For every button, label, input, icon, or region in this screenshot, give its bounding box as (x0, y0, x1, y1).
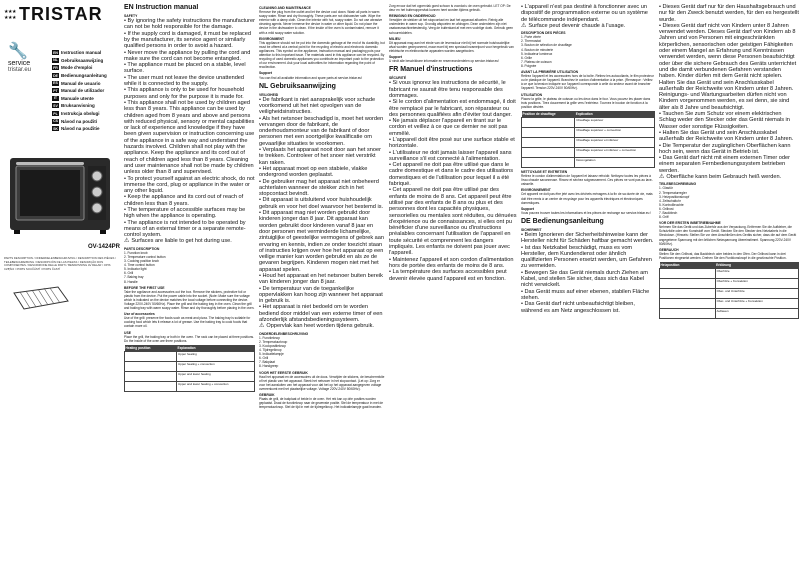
brand-logo (4, 4, 103, 25)
language-item (52, 79, 120, 87)
first-use-title-nl: VOOR HET EERSTE GEBRUIK (259, 370, 308, 375)
language-label: Návod na použití (61, 118, 97, 124)
table-cell: Oberhitze + Konvektion (715, 279, 798, 289)
part-item: 1. Porte vitrée (521, 35, 541, 40)
language-code: PT (53, 88, 58, 93)
oven-illustration (8, 152, 112, 238)
bullet-text: Die Temperatur der zugänglichen Oberflächen kann hoch sein, wenn das Gerät in Betrieb ist. (659, 142, 791, 155)
column-fr-de (521, 4, 655, 572)
part-item: 1. Function knob (124, 250, 148, 255)
table-cell: Ober- und Unterhitze + Konvektion (715, 299, 798, 309)
parts-title-nl: ONDERDELENBESCHRIJVING (259, 331, 309, 336)
heating-symbol-cell (522, 127, 575, 137)
support-title: Support (259, 71, 272, 76)
table-header-cell: Explication (575, 111, 655, 118)
language-code: DE (53, 73, 58, 78)
parts-list-nl (259, 336, 385, 369)
part-item: 5. Indicator light (124, 267, 147, 272)
use-title: USE (124, 330, 131, 335)
warning-icon: ⚠ (259, 323, 265, 330)
cleaning-text-nl: Verwijder de stekker uit het stopcontact en laat het apparaat afkoelen. Reinig alle onderdelen in warm sop. Grondig afspoelen en afdrogen. Deze onderdelen zijn niet vaatwasmachinebestendig. Veeg de buitenkant af met een vochtige doek. Gebruik geen schuurmiddelen. (389, 18, 514, 35)
bullet-item: • Ist das Netzkabel beschädigt, muss es vom Hersteller, dem Kundendienst oder ähnlich qualifizierten Personen ersetzt werden, um Gefahren zu vermeiden. (521, 244, 652, 270)
bullet-item: • Si le cordon d'alimentation est endommagé, il doit être remplacé par le fabricant, son réparateur ou des personnes qualifiées afin d'éviter tout danger. (389, 99, 516, 118)
language-item (52, 64, 120, 72)
bullet-text: Houd het apparaat en het netsnoer buiten bereik van kinderen jonger dan 8 jaar. (259, 273, 383, 286)
column-en (124, 4, 255, 572)
model-number: OV-1424PR (88, 244, 121, 250)
part-item: 5. Indicatielampje (259, 352, 284, 357)
warning-text-fr: Surface peut devenir chaude à l'usage. (528, 22, 626, 29)
table-header-cell: Erklärung (715, 262, 798, 269)
environment-text-fr: Cet appareil ne doit pas être jeté avec les déchets ménagers à la fin de sa durée de vie, mais doit être remis à un centre de recyclage pour les appareils électriques et électroniques domestiques. (521, 192, 653, 205)
bullet-text: L'appareil n'est pas destiné à fonctionner avec un dispositif de programmation externe ou un système de télécommande indépendant. (521, 4, 648, 23)
bullet-text: Ne jamais déplacer l'appareil en tirant sur le cordon et veillez à ce que ce dernier ne soit pas emmêlé. (389, 118, 508, 137)
bullet-item: • L'utilisateur ne doit jamais laisser l'appareil sans surveillance s'il est connecté à l'alimentation. (389, 149, 512, 162)
bullet-text: L'utilisateur ne doit jamais laisser l'appareil sans surveillance s'il est connecté à l'alimentation. (389, 149, 512, 162)
first-use-text-nl: Haal het apparaat en de accessoires uit de doos. Verwijder de stickers, de beschermfolie of het plastic van het apparaat. Steek het netsnoer in het stopcontact. (Let op: Zorg er voor het aansluiten van het apparaat voor dat het op het apparaat aangegeven voltage overeenkomt met het plaatselijke voltage. Voltage 220V-240V 50/60Hz). (259, 374, 385, 391)
table-cell: Chauffage supérieur + convection (575, 127, 655, 137)
service-label: service (8, 60, 31, 67)
bullet-text: Halten Sie das Gerät und sein Anschlusskabel außerhalb der Reichweite von Kindern unter 8 Jahren. (659, 129, 794, 143)
bullet-item: • De temperatuur van de toegankelijke oppervlakken kan hoog zijn wanneer het apparaat in gebruik is. (259, 285, 383, 305)
warning-text-de: Oberfläche kann beim Gebrauch heiß werden. (666, 174, 782, 181)
cleaning-title-fr: NETTOYAGE ET ENTRETIEN (521, 169, 568, 174)
heating-symbol-cell (522, 147, 575, 157)
language-code: SV (53, 103, 58, 108)
part-item: 7. Plateau de cuisson (521, 59, 552, 64)
bullet-item: • To protect yourself against an electric shock, do not immerse the cord, plug or appliance in the water or any other liquid. (124, 175, 255, 195)
bullet-text: L'appareil doit être posé sur une surface stable et horizontale. (389, 136, 515, 150)
hot-surface-warning-fr (521, 23, 655, 29)
cleaning-title: CLEANING AND MAINTENANCE (259, 6, 311, 10)
bullet-item: • Cet appareil ne doit pas être utilisé que dans le cadre domestique et dans le cadre des utilisations domestiques et de l'utilisation pour lequel il a été fabriqué. (389, 162, 514, 188)
use-text-de: Stellen Sie den Grillrost, das Backblech oder beides in den Ofen. Der Grillrost kann in drei Positionen eingesetzt werden. Drehen Sie den Funktionsknopf in die gewünschte Position. (659, 251, 787, 260)
part-item: 3. Heizpositionsknopf (659, 194, 690, 199)
bullet-text: De fabrikant is niet aansprakelijk voor schade voortkomend uit het niet opvolgen van de veiligheidsinstructies. (259, 96, 376, 116)
heating-symbol-cell (522, 157, 575, 167)
accessories-text: Use of the grill: preserve the foods such as meat and pizza. The baking tray is suitable for cooking food which lets it release a lot of grease. Use the baking tray to cook foods that contain more oil. (124, 316, 251, 329)
bullet-text: Maintenez l'appareil et son cordon d'alimentation hors de portée des enfants de moins de 8 ans. (389, 256, 514, 269)
cleaning-text: Remove the plug from the outlet and let the device cool down. Wash all parts in warm soapy water. Rinse and dry thoroughly. These parts are not dishwasher safe. Wipe the exterior with a damp cloth. Clean the interior with hot, soapy water. Do not use abrasive cleaning agents. Never immerse the device in water or other liquid. Do not place the device in the dishwasher to clean. If the inside of the oven is contaminated, remove it with a mild soapy water solution. (259, 10, 383, 35)
support-title-nl: Support (389, 55, 402, 60)
use-text-nl: Plaats de grill, de bakplaat of beide in de oven. Het rek kan op drie posities worden geplaatst. Draai de functieknop naar de gewenste positie. Stel de temperatuur in met de temperatuurknop. Stel de tijd in met de tijdregelknop. Het indicatielampje gaat branden. (259, 397, 384, 410)
hot-surface-warning (124, 238, 255, 244)
support-title-fr: Support (521, 206, 534, 211)
bullet-item: • Als het netsnoer beschadigd is, moet het worden vervangen door de fabrikant, de onderhoudsmonteur van de fabrikant of door personen met een soortgelijke kwalificatie om gevaarlijke situaties te voorkomen. (259, 115, 384, 147)
bullet-text: Si vous ignorez les instructions de sécurité, le fabricant ne saurait être tenu responsable des dommages. (389, 80, 506, 99)
bullet-item: • Het apparaat moet op een stabiele, vlakke ondergrond worden geplaatst. (259, 165, 368, 179)
bullet-item: • Si vous ignorez les instructions de sécurité, le fabricant ne saurait être tenu responsable des dommages. (389, 80, 506, 99)
part-item: 6. Grille (521, 55, 532, 60)
parts-description-heading: PARTS DESCRIPTION / ONDERDELENBESCHRIJVING / DESCRIPTION DES PIÈCES / TEILEBESCHREIBUNG / DESCRIPCIÓN DE LAS PIEZAS / DESCRIÇÃO DOS COMPONENTES / DESCRIZIONE DELLE PARTI / BESKRIVNING AV DELAR / OPIS CZĘŚCI / POPIS SOUČÁSTÍ / POPIS ČASTÍ (4, 256, 116, 271)
language-label: Manual de usuario (61, 80, 101, 86)
first-use-text-fr: Retirez l'appareil et les accessoires hors de la boîte. Retirez les autocollants, le film protecteur ou le plastique de l'appareil. Branchez le cordon d'alimentation à la prise. (Remarque : Veillez à ce que la tension indiquée sur l'appareil corresponde à celle du secteur avant de brancher l'appareil. Tension 220V-240V 50/60Hz). (521, 74, 654, 91)
table-cell: Décongélation (575, 157, 655, 167)
bullet-text: Bewegen Sie das Gerät niemals durch Ziehen am Kabel, und stellen Sie sicher, dass sich das Kabel nicht verwickelt. (521, 269, 648, 289)
part-item: 7. Baking tray (124, 275, 144, 280)
bullet-text: Das Gerät muss auf einer ebenen, stabilen Fläche stehen. (521, 288, 650, 301)
bullet-item: • The appliance is not intended to be operated by means of an external timer or a separate remote-control system. (124, 219, 246, 239)
part-item: 1. Functieknop (259, 335, 280, 340)
part-item: 3. Cooking position knob (124, 259, 159, 264)
environment-text-nl: Dit apparaat mag aan het einde van de levensduur niet bij het normale huishoudelijke afval worden gedeponeerd, maar moet bij een speciaal inzamelpunt voor hergebruik van elektrische en elektronische apparaten worden aangeboden. (389, 40, 514, 53)
heating-symbol-cell (522, 117, 575, 127)
parts-list-de (659, 186, 799, 219)
heating-symbol-cell (125, 371, 177, 381)
language-code: ES (53, 81, 58, 86)
parts-title-fr: DESCRIPTION DES PIÈCES (521, 31, 566, 36)
safety-title: SAFETY (124, 14, 138, 18)
first-use-title-de: VOR DER ERSTEN INBETRIEBNAHME (659, 221, 721, 226)
bullet-text: Als het netsnoer beschadigd is, moet het worden vervangen door de fabrikant, de onderhoudsmonteur van de fabrikant of door personen met een soortgelijke kwalificatie om gevaarlijke situaties te voorkomen. (259, 115, 384, 147)
language-label: Instrukcja obsługi (61, 111, 100, 117)
bullet-item: • Tauchen Sie zum Schutz vor einem elektrischen Schlag weder den Stecker oder das Gerät niemals in Wasser oder sonstige Flüssigkeiten. (659, 111, 790, 130)
parts-title-de: TEILEBESCHREIBUNG (659, 182, 697, 187)
bullet-item: • Cet appareil ne doit pas être utilisé par des enfants de moins de 8 ans. Cet appareil peut être utilisé par des enfants de 8 ans ou plus et des personnes dont les capacités physiques, sensorielles ou mentales sont réduites, ou dénuées d'expérience ou de connaissances, si elles ont pu bénéficier d'une surveillance ou d'instructions préalables concernant l'utilisation de l'appareil en toute sécurité et comprennent les dangers impliqués. Les enfants ne doivent pas jouer avec l'appareil. (389, 187, 517, 257)
language-code: SK (53, 126, 58, 131)
heating-symbol-cell (660, 289, 716, 299)
heating-table-fr (521, 111, 655, 168)
bullet-text: The user must not leave the device unattended while it is connected to the supply. (124, 74, 245, 88)
part-item: 2. Temperature control button (124, 254, 166, 259)
language-item (52, 49, 120, 57)
bullet-item: • Maintenez l'appareil et son cordon d'alimentation hors de portée des enfants de moins de 8 ans. (389, 256, 514, 269)
bullet-text: To protect yourself against an electric shock, do not immerse the cord, plug or appliance in the water or any other liquid. (124, 175, 255, 195)
language-code: PL (53, 111, 58, 116)
bullet-item: • Dit apparaat mag niet worden gebruikt door kinderen jonger dan 8 jaar. Dit apparaat kan worden gebruikt door kinderen vanaf 8 jaar en door personen met verminderde lichamelijke, zintuiglijke of geestelijke vermogens of gebrek aan ervaring en kennis, indien ze onder toezicht staan of instructies krijgen over hoe het apparaat op een veilige manier kan worden gebruikt en als ze de gevaren begrijpen. Kinderen mogen niet met het apparaat spelen. (259, 210, 384, 273)
heating-symbol-cell (522, 137, 575, 147)
part-item: 8. Handle (124, 279, 138, 284)
bullet-text: De temperatuur van de toegankelijke oppervlakken kan hoog zijn wanneer het apparaat in gebruik is. (259, 285, 383, 305)
bullet-text: Si le cordon d'alimentation est endommagé, il doit être remplacé par le fabricant, son réparateur ou des personnes qualifiées afin d'éviter tout danger. (389, 99, 516, 118)
table-cell: Auftauen (715, 309, 798, 319)
safety-title-nl: VEILIGHEID (259, 92, 279, 97)
first-use-text: Take the appliance and accessories out the box. Remove the stickers, protective foil or plastic from the device. Put the power cable into the socket. (Note: Make sure the voltage which is indicated on the device matches the local voltage before connecting the device. Voltage 220V-240V 50/60Hz). Place the grill and the baking tray in the oven. Clean the grill and baking tray with warm soapy water. Rinse and dry thoroughly before placing in the oven. (124, 289, 255, 311)
table-cell: Oberhitze (715, 269, 798, 279)
bullet-item: • The user must not leave the device unattended while it is connected to the supply. (124, 74, 245, 88)
bullet-item: • Das Gerät muss auf einer ebenen, stabilen Fläche stehen. (521, 288, 650, 301)
language-label: Manual de utilizador (61, 88, 105, 94)
table-header-cell: Position de chauffage (522, 111, 575, 118)
hot-surface-warning-de (659, 174, 799, 180)
table-row (660, 269, 799, 279)
bullet-item: • This appliance is only to be used for household purposes and only for the purpose it is made for. (124, 87, 245, 100)
warning-icon: ⚠ (659, 174, 665, 181)
language-item (52, 95, 120, 103)
heating-table (124, 345, 255, 392)
language-label: Instruction manual (61, 50, 102, 56)
use-title-de: GEBRAUCH (659, 247, 679, 252)
table-row (522, 127, 655, 137)
bullet-item: • De gebruiker mag het apparaat niet onbeheerd achterlaten wanneer de stekker zich in het stopcontact bevindt. (259, 178, 379, 198)
part-item: 6. Grillrost (659, 206, 674, 211)
table-cell: Ober- und Unterhitze (715, 289, 798, 299)
bullet-text: Het apparaat is niet bedoeld om te worden bediend door middel van een externe timer of een afzonderlijk afstandsbedieningssysteem. (259, 304, 383, 324)
table-cell: Upper heating + convection (177, 361, 255, 371)
language-label: Mode d'emploi (61, 65, 93, 71)
parts-title: PARTS DESCRIPTION (124, 246, 160, 251)
table-row (660, 309, 799, 319)
table-header-cell: Heating position (125, 345, 177, 352)
bullet-text: Dit apparaat mag niet worden gebruikt door kinderen jonger dan 8 jaar. Dit apparaat kan worden gebruikt door kinderen vanaf 8 jaar en door personen met verminderde lichamelijke, zintuiglijke of geestelijke vermogens of gebrek aan ervaring en kennis, indien ze onder toezicht staan of instructies krijgen over hoe het apparaat op een veilige manier kan worden gebruikt en als ze de gevaren begrijpen. Kinderen mogen niet met het apparaat spelen. (259, 210, 384, 273)
language-item (52, 110, 120, 118)
language-label: Gebruiksaanwijzing (61, 57, 104, 63)
bullet-item: • Dieses Gerät darf nicht von Kindern unter 8 Jahren verwendet werden. Dieses Gerät darf von Kindern ab 8 Jahren und von Personen mit eingeschränkten körperlichen, sensorischen oder geistigen Fähigkeiten oder einem Mangel an Erfahrung und Kenntnissen verwendet werden, wenn diese Personen beaufsichtigt oder über die sichere Gebrauch des Geräts unterrichtet und die damit verbundenen Gefahren verstanden haben. Kinder dürfen mit dem Gerät nicht spielen. Halten Sie das Gerät und sein Anschlusskabel außerhalb der Reichweite von Kindern unter 8 Jahren. Reinigungs- und Wartungsarbeiten dürfen nicht von Kindern vorgenommen werden, es sei denn, sie sind älter als 8 Jahre und beaufsichtigt. (659, 22, 797, 111)
warning-text-nl: Oppervlak kan heet worden tijdens gebruik. (266, 323, 374, 330)
table-cell: Chauffage supérieur et inférieur + convection (575, 147, 655, 157)
language-label: Bedienungsanleitung (61, 73, 107, 79)
bullet-text: Dit apparaat is uitsluitend voor huishoudelijk gebruik en voor het doel waarvoor het bestemd is. (259, 197, 384, 210)
language-code: NL (53, 58, 58, 63)
column-nl-fr (389, 4, 517, 572)
language-list (52, 49, 120, 133)
part-item: 5. Indicateur lumineux (521, 51, 553, 56)
table-header-cell: Heizposition (660, 262, 716, 269)
support-text-fr: Vous pouvez trouver toutes les informations et les pièces de rechange sur service.tristar.eu ! (521, 210, 652, 215)
part-item: 4. Tijdregelknop (259, 348, 282, 353)
table-row (660, 279, 799, 289)
bullet-text: Dieses Gerät darf nicht von Kindern unter 8 Jahren verwendet werden. Dieses Gerät darf von Kindern ab 8 Jahren und von Personen mit eingeschränkten körperlichen, sensorischen oder geistigen Fähigkeiten oder einem Mangel an Erfahrung und Kenntnissen verwendet werden, wenn diese Personen beaufsichtigt oder über die sichere Gebrauch des Geräts unterrichtet und die damit verbundenen Gefahren verstanden haben. Kinder dürfen mit dem Gerät nicht spielen. Halten Sie das Gerät und sein Anschlusskabel außerhalb der Reichweite von Kindern unter 8 Jahren. Reinigungs- und Wartungsarbeiten dürfen nicht von Kindern vorgenommen werden, es sei denn, sie sind älter als 8 Jahre und beaufsichtigt. (659, 22, 797, 111)
support-text: You can find all available information and spare parts at service.tristar.eu! (259, 75, 363, 80)
first-use-title: BEFORE THE FIRST USE (124, 285, 165, 290)
bullet-item: • By ignoring the safety instructions the manufacturer can not be hold responsible for the damage. (124, 18, 255, 31)
language-label: Návod na použitie (61, 126, 100, 132)
table-row (522, 157, 655, 167)
bullet-text: Verplaats het apparaat nooit door aan het snoer te trekken. Controleer of het snoer niet verstrikt kan raken. (259, 147, 382, 166)
part-item: 7. Backblech (659, 210, 678, 215)
first-use-text-de: Nehmen Sie das Gerät und das Zubehör aus der Verpackung. Entfernen Sie die Aufkleber, die Schutzfolie oder den Kunststoff vom Gerät. Stecken Sie den Stecker des Netzkabels in die Steckdose. (Hinweis: Stellen Sie vor dem Anschließen des Geräts sicher, dass die auf dem Gerät angegebene Spannung mit der örtlichen Netzspannung übereinstimmt. Spannung 220V-240V 50/60Hz). (659, 225, 797, 246)
bullet-item: • Beim Ignorieren der Sicherheitshinweise kann der Hersteller nicht für Schäden haftbar gemacht werden. (521, 232, 654, 245)
environment-title-nl: MILIEU (389, 36, 401, 41)
language-item (52, 87, 120, 95)
cleaning-title-nl: REINIGING EN ONDERHOUD (389, 14, 436, 19)
parts-list-fr (521, 35, 655, 68)
bullet-item: • Het apparaat is niet bedoeld om te worden bediend door middel van een externe timer of een afzonderlijk afstandsbedieningssysteem. (259, 304, 383, 324)
bullet-text: The appliance is not intended to be operated by means of an external timer or a separate remote-control system. (124, 219, 246, 239)
bullet-item: • Halten Sie das Gerät und sein Anschlusskabel außerhalb der Reichweite von Kindern unter 8 Jahren. (659, 129, 794, 143)
heating-symbol-cell (125, 381, 177, 391)
use-text-fr: Placez la grille, le plateau de cuisson ou les deux dans le four. Vous pouvez les placer dans trois positions. Tirez doucement la grille vers l'extérieur. Tournez le bouton de fonction à la position désirée. (521, 96, 651, 109)
table-cell: Chauffage supérieur (575, 117, 655, 127)
part-item: 4. Zeitschaltuhr (659, 198, 681, 203)
table-row (125, 361, 255, 371)
section-heading-nl: NL Gebruiksaanwijzing (259, 82, 336, 90)
heating-symbol-cell (660, 269, 716, 279)
language-code: IT (53, 96, 58, 101)
part-item: 2. Thermostat (521, 39, 541, 44)
column-de (659, 4, 799, 572)
warning-icon: ⚠ (521, 22, 527, 29)
part-item: 8. Poignée (521, 63, 537, 68)
table-row (125, 371, 255, 381)
language-label: Bruksanvisning (61, 103, 95, 109)
service-url: tristar.eu (8, 67, 32, 73)
part-item: 2. Temperaturregler (659, 190, 687, 195)
accessories-title: Use of accessories (124, 312, 155, 317)
bullet-text: Beim Ignorieren der Sicherheitshinweise kann der Hersteller nicht für Schäden haftbar gemacht werden. (521, 232, 654, 245)
safety-bullets (124, 18, 255, 238)
table-header-cell: Explanation (177, 345, 255, 352)
bullet-text: Cet appareil ne doit pas être utilisé que dans le cadre domestique et dans le cadre des utilisations domestiques et de l'utilisation pour lequel il a été fabriqué. (389, 162, 514, 188)
bullet-text: This appliance shall not be used by children aged less than 8 years. This appliance can be used by children aged from 8 years and above and persons with reduced physical, sensory or mental capabilities or lack of experience and knowledge if they have been given supervision or instruction concerning use of the appliance in a safe way and understand the hazards involved. Children shall not play with the appliance. Keep the appliance and its cord out of reach of children aged less than 8 years. Cleaning and user maintenance shall not be made by children unless older than 8 and supervised. (124, 99, 255, 176)
safety-bullets-nl (259, 97, 385, 324)
cover-sidebar (0, 0, 122, 575)
heating-table-de (659, 262, 799, 319)
heating-symbol-cell (125, 361, 177, 371)
use-title-fr: UTILISATION (521, 92, 543, 97)
bullet-item: • Die Temperatur der zugänglichen Oberflächen kann hoch sein, wenn das Gerät in Betrieb ist. (659, 142, 791, 155)
part-item: 6. Grill (259, 356, 269, 361)
safety-title-de: SICHERHEIT (521, 227, 542, 232)
bullet-text: Never move the appliance by pulling the cord and make sure the cord can not become entangled. (124, 49, 251, 62)
heating-symbol-cell (125, 351, 177, 361)
table-row (660, 299, 799, 309)
section-heading-fr: FR Manuel d'instructions (389, 66, 473, 74)
safety-bullets-fr (389, 80, 517, 282)
bullet-item: • De fabrikant is niet aansprakelijk voor schade voortkomend uit het niet opvolgen van de veiligheidsinstructies. (259, 96, 376, 116)
table-cell: Chauffage supérieur et inférieur (575, 137, 655, 147)
environment-title: ENVIRONMENT (259, 36, 285, 41)
safety-bullets-de-cont (659, 4, 799, 174)
warning-text: Surfaces are liable to get hot during use. (131, 238, 232, 245)
bullet-text: Das Gerät darf nicht unbeaufsichtigt bleiben, während es am Netz angeschlossen ist. (521, 301, 635, 314)
parts-list (124, 251, 255, 284)
bullet-text: Dieses Gerät darf nur für den Haushaltsgebrauch und nur für den Zweck benutzt werden, für den es hergestellt wurde. (659, 4, 799, 23)
part-item: 3. Kookpositieknop (259, 343, 286, 348)
bullet-text: Tauchen Sie zum Schutz vor einem elektrischen Schlag weder den Stecker oder das Gerät niemals in Wasser oder sonstige Flüssigkeiten. (659, 111, 790, 130)
bullet-item: • Keep the appliance and its cord out of reach of children less than 8 years. (124, 194, 244, 207)
environment-title-fr: ENVIRONNEMENT (521, 188, 551, 193)
use-text: Place the grill, the baking tray or both in the oven. The rack can be placed at three positions. Do the inside of the oven are three positions. (124, 334, 254, 343)
table-cell: Upper heating (177, 351, 255, 361)
safety-bullets-de (521, 232, 655, 314)
bullet-item: • La température des surfaces accessibles peut devenir élevée quand l'appareil est en fonction. (389, 269, 507, 282)
bullet-item: • L'appareil doit être posé sur une surface stable et horizontale. (389, 136, 515, 150)
table-row (522, 137, 655, 147)
bullet-item: • Das Gerät darf nicht mit einem externen Timer oder einem separaten Fernbedienungssystem betrieben werden. (659, 155, 790, 174)
bullet-item: • Never move the appliance by pulling the cord and make sure the cord can not become entangled. (124, 49, 251, 62)
support-text-nl: U vindt alle beschikbare informatie en reserveonderdelen op service.tristar.eu! (389, 59, 500, 64)
part-item: 4. Bouton de minuterie (521, 47, 554, 52)
part-item: 7. Bakplaat (259, 360, 275, 365)
bullet-item: • The temperature of accessible surfaces may be high when the appliance is operating. (124, 207, 246, 220)
column-en-nl (259, 4, 385, 572)
part-item: 5. Kontrollleuchte (659, 202, 684, 207)
bullet-item: • Ne jamais déplacer l'appareil en tirant sur le cordon et veillez à ce que ce dernier ne soit pas emmêlé. (389, 118, 508, 137)
bullet-text: This appliance is only to be used for household purposes and only for the purpose it is made for. (124, 87, 245, 100)
bullet-item: • This appliance shall not be used by children aged less than 8 years. This appliance can be used by children aged from 8 years and above and persons with reduced physical, sensory or mental capabilities or lack of experience and knowledge if they have been given supervision or instruction concerning use of the appliance in a safe way and understand the hazards involved. Children shall not play with the appliance. Keep the appliance and its cord out of reach of children aged less than 8 years. Cleaning and user maintenance shall not be made by children unless older than 8 and supervised. (124, 99, 255, 176)
grill-rack-illustration (10, 283, 70, 315)
language-item (52, 125, 120, 133)
section-heading-en: EN Instruction manual (124, 4, 199, 11)
brand-name: TRISTAR (18, 4, 103, 24)
bullet-text: The appliance must be placed on a stable, level surface. (124, 62, 246, 75)
heating-symbol-cell (660, 309, 716, 319)
part-item: 8. Griff (659, 215, 669, 220)
wrench-icon: 🔧 (8, 43, 28, 60)
bullet-item: • L'appareil n'est pas destiné à fonctionner avec un dispositif de programmation externe ou un système de télécommande indépendant. (521, 4, 648, 23)
bullet-text: La température des surfaces accessibles peut devenir élevée quand l'appareil est en fonction. (389, 269, 507, 282)
bullet-item: • Das Gerät darf nicht unbeaufsichtigt bleiben, während es am Netz angeschlossen ist. (521, 301, 635, 314)
part-item: 4. Time control button (124, 263, 155, 268)
first-use-title-fr: AVANT LA PREMIÈRE UTILISATION (521, 70, 579, 75)
table-row (522, 147, 655, 157)
use-title-nl: GEBRUIK (259, 392, 275, 397)
bullet-text: Ist das Netzkabel beschädigt, muss es vom Hersteller, dem Kundendienst oder ähnlich qualifizierten Personen ersetzt werden, um Gefahren zu vermeiden. (521, 244, 652, 270)
bullet-item: • If the supply cord is damaged, it must be replaced by the manufacturer, its service agent or similarly qualified persons in order to avoid a hazard. (124, 30, 251, 50)
environment-text: This appliance should not be put into the domestic garbage at the end of its durability, but must be offered at a central point for the recycling of electric and electronic domestic appliances. This symbol on the appliance, instruction manual and packaging puts your attention to this important issue. The materials used in this appliance can be recycled. By recycling of used domestic appliances you contribute an important push to the protection of our environment. Ask your local authorities for information regarding the point of recollection. (259, 40, 385, 70)
part-item: 8. Handgreep (259, 364, 279, 369)
table-row (125, 381, 255, 391)
language-code: EN (53, 50, 58, 55)
table-row (660, 289, 799, 299)
bullet-item: • Verplaats het apparaat nooit door aan het snoer te trekken. Controleer of het snoer niet verstrikt kan raken. (259, 147, 382, 166)
bullet-text: The temperature of accessible surfaces may be high when the appliance is operating. (124, 207, 246, 220)
part-item: 6. Grill (124, 271, 134, 276)
bullet-text: If the supply cord is damaged, it must be replaced by the manufacturer, its service agent or similarly qualified persons in order to avoid a hazard. (124, 30, 251, 50)
bullet-item: • Houd het apparaat en het netsnoer buiten bereik van kinderen jonger dan 8 jaar. (259, 273, 383, 286)
language-label: Manuale utente (61, 95, 94, 101)
bullet-text: De gebruiker mag het apparaat niet onbeheerd achterlaten wanneer de stekker zich in het stopcontact bevindt. (259, 178, 379, 198)
language-code: CS (53, 119, 58, 124)
bullet-text: Keep the appliance and its cord out of reach of children less than 8 years. (124, 194, 244, 207)
top-note-nl: Zorg ervoor dat het oppervlak goed schoon is voordat u de oven gebruikt. LET OP: De deur en het buitenoppervlak kunnen heet worden tijdens gebruik. (389, 4, 511, 13)
language-item (52, 72, 120, 80)
language-code: FR (53, 65, 58, 70)
bullet-text: Das Gerät darf nicht mit einem externen Timer oder einem separaten Fernbedienungssystem betrieben werden. (659, 155, 790, 174)
table-cell: Upper and lower heating (177, 371, 255, 381)
safety-title-fr: SÉCURITÉ (389, 76, 407, 81)
bullet-text: Het apparaat moet op een stabiele, vlakke ondergrond worden geplaatst. (259, 165, 368, 179)
heating-symbol-cell (660, 279, 716, 289)
language-item (52, 117, 120, 125)
table-row (125, 351, 255, 361)
part-item: 2. Temperatuurknop (259, 339, 288, 344)
language-item (52, 57, 120, 65)
language-item (52, 102, 120, 110)
cleaning-text-fr: Retirez le cordon d'alimentation de l'appareil et laissez refroidir. Nettoyez toutes les pièces à l'eau chaude savonneuse. Rincez et séchez soigneusement. Ces pièces ne vont pas au lave-vaisselle. (521, 174, 653, 187)
stars-icon: ★★★ ★★★ (4, 8, 16, 21)
hot-surface-warning-nl (259, 323, 385, 329)
part-item: 1. Glastür (659, 186, 673, 191)
table-cell: Upper and lower heating + convection (177, 381, 255, 391)
bullet-item: • The appliance must be placed on a stable, level surface. (124, 62, 246, 75)
bullet-item: • Dit apparaat is uitsluitend voor huishoudelijk gebruik en voor het doel waarvoor het bestemd is. (259, 197, 384, 210)
part-item: 3. Bouton de sélection de chauffage (521, 43, 572, 48)
heating-symbol-cell (660, 299, 716, 309)
bullet-text: Cet appareil ne doit pas être utilisé par des enfants de moins de 8 ans. Cet appareil peut être utilisé par des enfants de 8 ans ou plus et des personnes dont les capacités physiques, sensorielles ou mentales sont réduites, ou dénuées d'expérience ou de connaissances, si elles ont pu bénéficier d'une surveillance ou d'instructions préalables concernant l'utilisation de l'appareil en toute sécurité et comprennent les dangers impliqués. Les enfants ne doivent pas jouer avec l'appareil. (389, 187, 517, 257)
bullet-item: • Bewegen Sie das Gerät niemals durch Ziehen am Kabel, und stellen Sie sicher, dass sich das Kabel nicht verwickelt. (521, 269, 648, 289)
table-row (522, 117, 655, 127)
section-heading-de: DE Bedienungsanleitung (521, 217, 604, 225)
bullet-text: By ignoring the safety instructions the manufacturer can not be hold responsible for the damage. (124, 18, 255, 31)
bullet-item: • Dieses Gerät darf nur für den Haushaltsgebrauch und nur für den Zweck benutzt werden, für den es hergestellt wurde. (659, 4, 799, 23)
safety-bullets-fr-cont (521, 4, 655, 23)
warning-icon: ⚠ (124, 238, 130, 245)
